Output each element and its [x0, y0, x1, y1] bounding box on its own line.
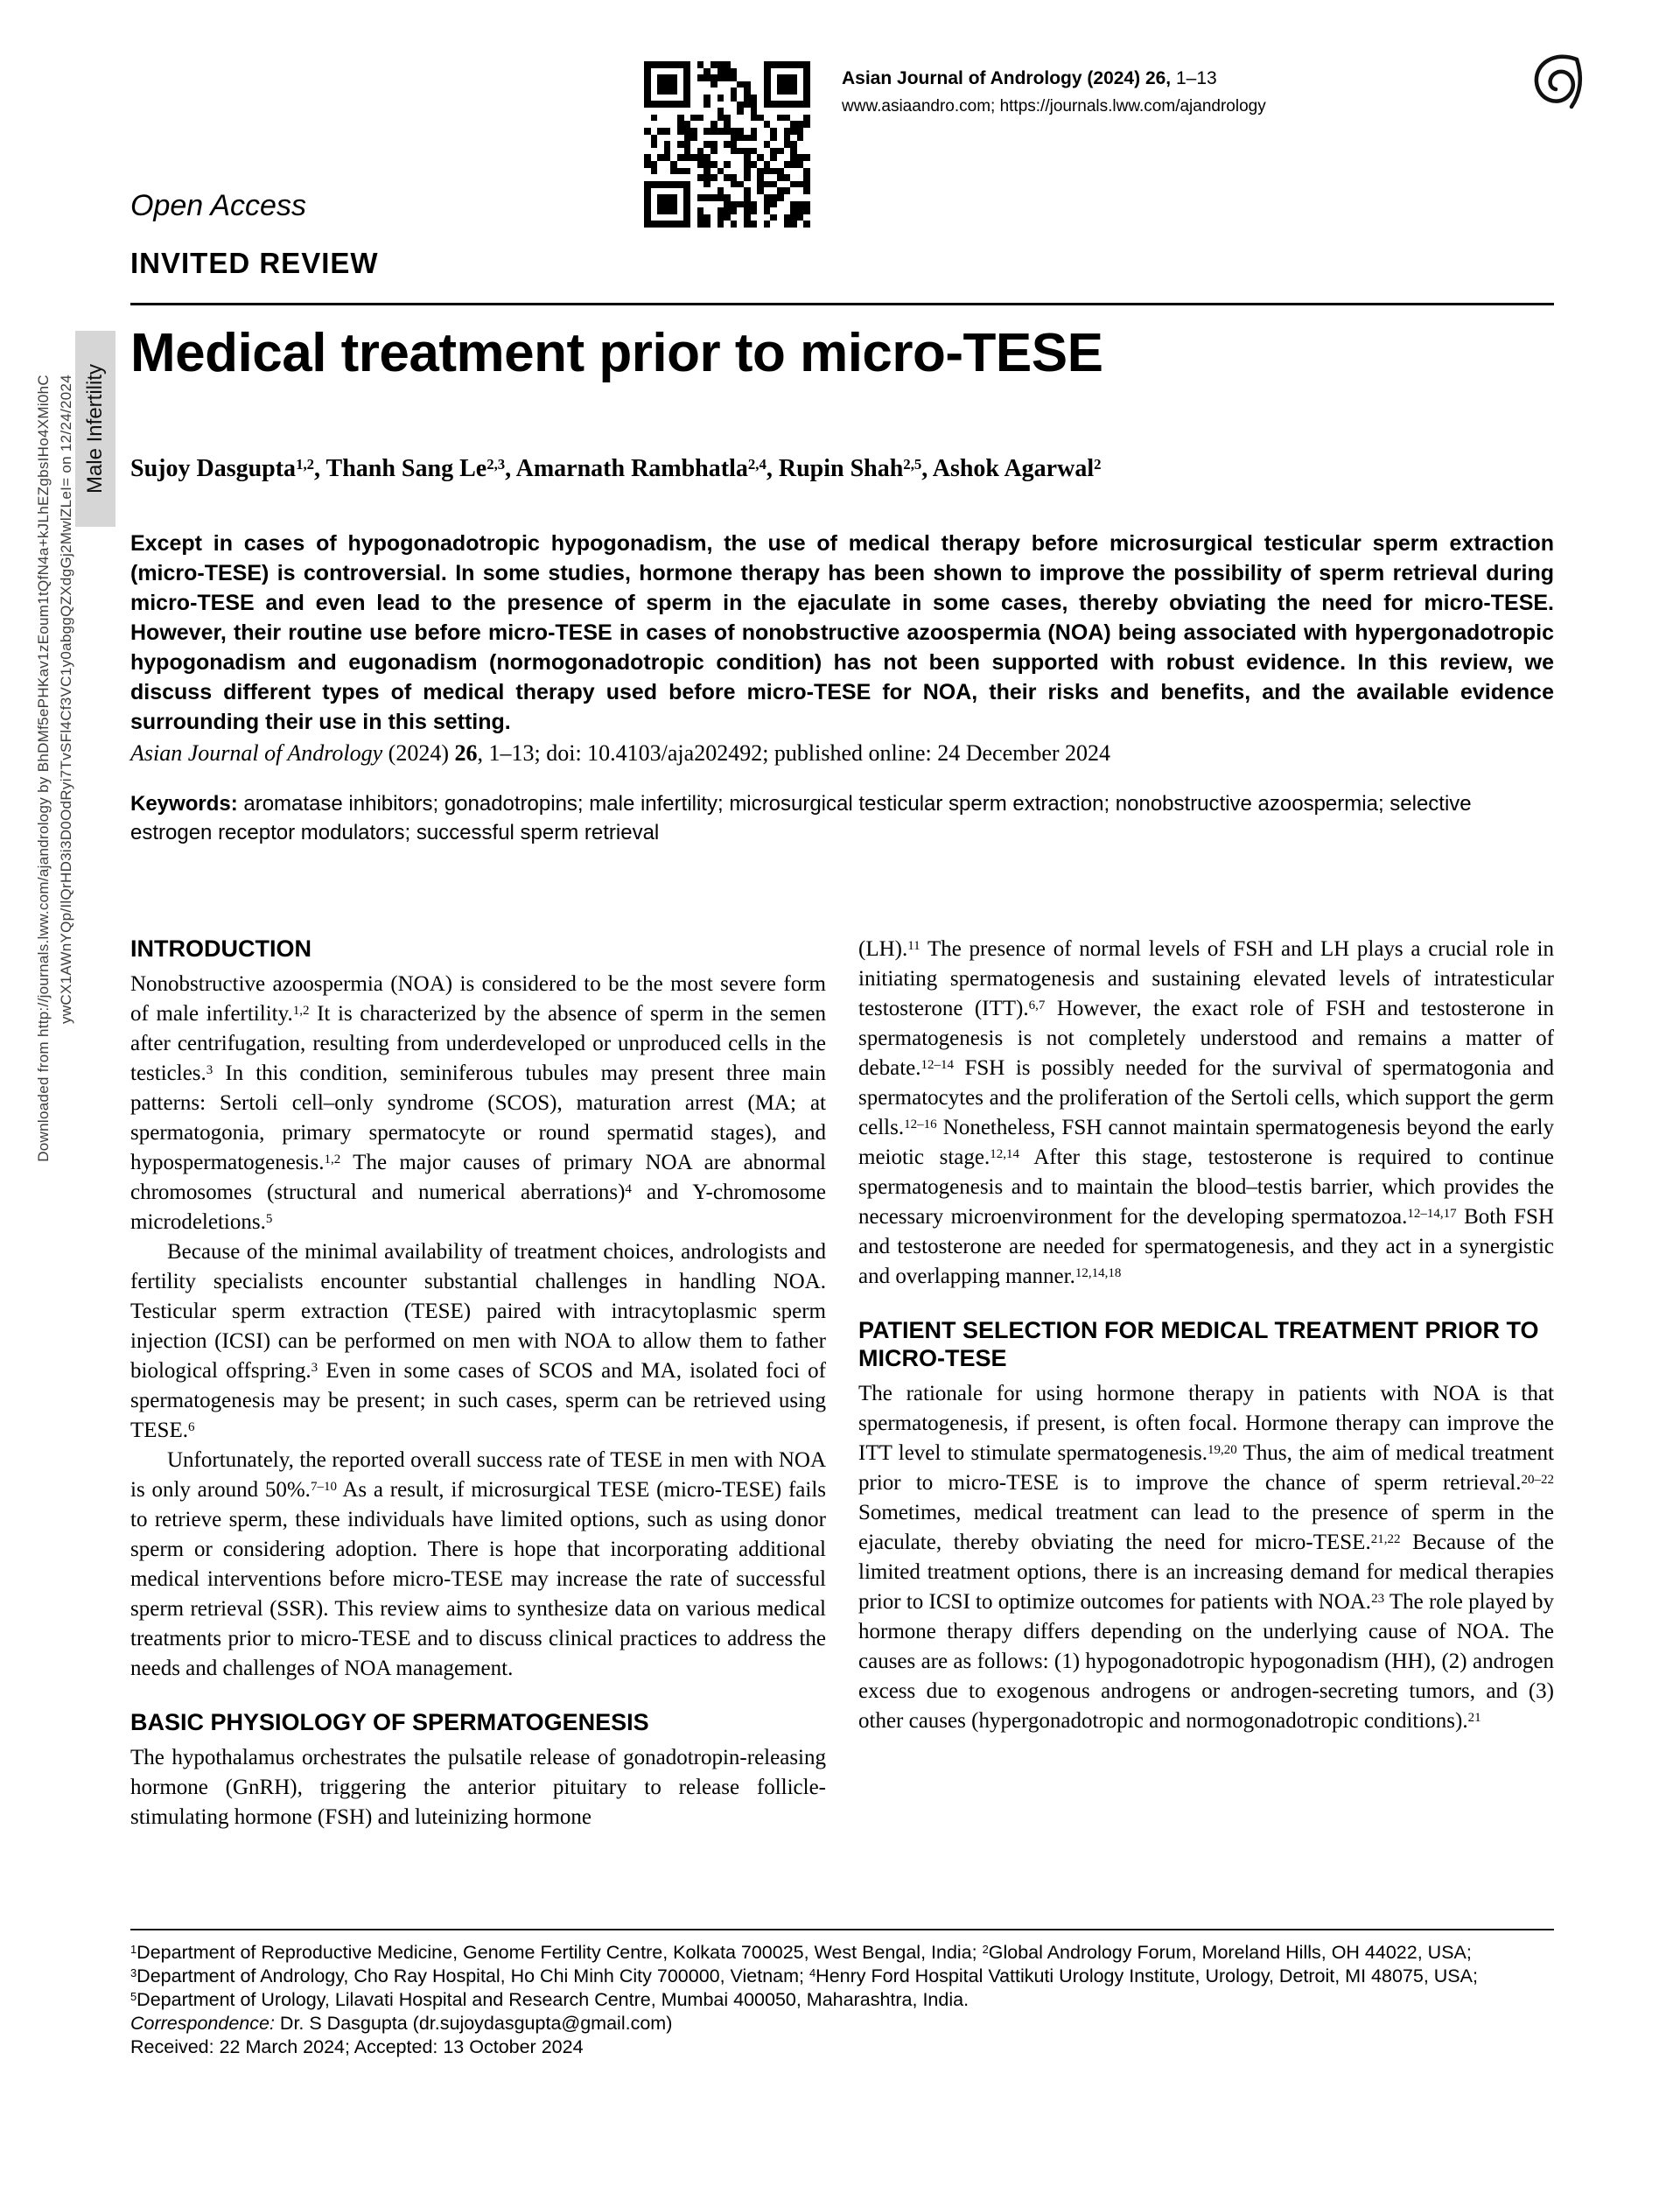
citation-journal: Asian Journal of Andrology	[130, 740, 383, 766]
correspondence-line	[130, 2012, 1554, 2035]
citation-year: (2024)	[382, 740, 455, 766]
qr-finder-top-left-icon	[644, 61, 690, 108]
qr-finder-bottom-left-icon	[644, 181, 690, 228]
intro-paragraph-2: Because of the minimal availability of treatment choices, andrologists and fertility specialists encounter substantial challenges in handling NOA. Testicular sperm extraction (TESE) paired with intracytoplasmic sperm injection (ICSI) can be performed on men with NOA to allow them to father biological offspring.$^3$ Even in some cases of SCOS and MA, isolated foci of spermatogenesis may be present; in such cases, sperm can be retrieved using TESE.$^6$	[130, 1240, 826, 1442]
received-accepted-line: Received: 22 March 2024; Accepted: 13 October 2024	[130, 2036, 584, 2057]
keywords-label: Keywords:	[130, 792, 238, 816]
right-column	[858, 935, 1554, 1832]
topic-tab-label: Male Infertility	[83, 363, 107, 494]
front-matter	[130, 529, 1554, 847]
qr-finder-top-right-icon	[764, 61, 810, 108]
article-body	[130, 935, 1554, 1832]
physiology-paragraph-1: The hypothalamus orchestrates the pulsatile release of gonadotropin-releasing hormone (GnRH), triggering the anterior pituitary to release follicle-stimulating hormone (FSH) and luteinizing hormone	[130, 1746, 826, 1829]
journal-logo-icon	[1526, 49, 1592, 116]
correspondence-value: Dr. S Dasgupta (dr.sujoydasgupta@gmail.com)	[274, 2013, 673, 2034]
header-rule	[130, 303, 1554, 305]
download-watermark-line2: ywCX1AWnYQp/IlQrHD3i3D0OdRyi7TvSFl4Cf3VC1y0abggQZXdgGj2MwlZLeI= on 12/24/2024	[58, 375, 74, 1024]
open-access-label: Open Access	[130, 189, 306, 222]
physiology-paragraph-continued: (LH).$^{11}$ The presence of normal levels of FSH and LH plays a crucial role in initiating spermatogenesis and sustaining elevated levels of intratesticular testosterone (ITT).$^{6,7}$ However, the exact role of FSH and testosterone in spermatogenesis is not completely understood and remains a matter of debate.$^{12-14}$ FSH is possibly needed for the survival of spermatogonia and spermatocytes and the proliferation of the Sertoli cells, which support the germ cells.$^{12-16}$ Nonetheless, FSH cannot maintain spermatogenesis beyond the early meiotic stage.$^{12,14}$ After this stage, testosterone is required to continue spermatogenesis and to maintain the blood–testis barrier, which provides the necessary microenvironment for the developing spermatozoa.$^{12-14,17}$ Both FSH and testosterone are needed for spermatogenesis, and they act in a synergistic and overlapping manner.$^{12,14,18}$	[858, 937, 1555, 1288]
keywords	[130, 789, 1554, 847]
intro-paragraph-1: Nonobstructive azoospermia (NOA) is considered to be the most severe form of male infertility.$^{1,2}$ It is characterized by the absence of sperm in the semen after centrifugation, resulting from underdeveloped or unproduced cells in the testicles.$^3$ In this condition, seminiferous tubules may present three main patterns: Sertoli cell–only syndrome (SCOS), maturation arrest (MA; at spermatogonia, primary spermatocyte or round spermatid stages), and hypospermatogenesis.$^{1,2}$ The major causes of primary NOA are abnormal chromosomes (structural and numerical aberrations)$^4$ and Y-chromosome microdeletions.$^5$	[130, 972, 826, 1234]
journal-citation-pages: 1–13	[1171, 68, 1217, 88]
selection-paragraph-1: The rationale for using hormone therapy in patients with NOA is that spermatogenesis, if present, is often focal. Hormone therapy can improve the ITT level to stimulate spermatogenesis.$^{19,20}$ Thus, the aim of medical treatment prior to micro-TESE is to improve the chance of sperm retrieval.$^{20-22}$ Sometimes, medical treatment can lead to the presence of sperm in the ejaculate, thereby obviating the need for micro-TESE.$^{21,22}$ Because of the limited treatment options, there is an increasing demand for medical therapies prior to ICSI to optimize outcomes for patients with NOA.$^{23}$ The role played by hormone therapy differs depending on the underlying cause of NOA. The causes are as follows: (1) hypogonadotropic hypogonadism (HH), (2) androgen excess due to exogenous androgens or androgen-secreting tumors, and (3) other causes (hypergonadotropic and normogonadotropic conditions).$^{21}$	[858, 1382, 1554, 1733]
citation-rest: , 1–13; doi: 10.4103/aja202492; published online: 24 December 2024	[477, 740, 1111, 766]
correspondence-label: Correspondence:	[130, 2013, 275, 2034]
qr-code	[644, 61, 810, 228]
abstract: Except in cases of hypogonadotropic hypogonadism, the use of medical therapy before microsurgical testicular sperm extraction (micro-TESE) is controversial. In some studies, hormone therapy has been shown to improve the possibility of sperm retrieval during micro-TESE and even lead to the presence of sperm in the ejaculate in some cases, thereby obviating the need for micro-TESE. However, their routine use before micro-TESE in cases of nonobstructive azoospermia (NOA) being associated with hypergonadotropic hypogonadism and eugonadism (normogonadotropic condition) has not been supported with robust evidence. In this review, we discuss different types of medical therapy used before micro-TESE for NOA, their risks and benefits, and the available evidence surrounding their use in this setting.	[130, 531, 1554, 734]
citation-line	[130, 739, 1554, 768]
intro-paragraph-3: Unfortunately, the reported overall success rate of TESE in men with NOA is only around 50%.$^{7-10}$ As a result, if microsurgical TESE (micro-TESE) fails to retrieve sperm, these individuals have limited options, such as using donor sperm or considering adoption. There is hope that incorporating additional medical interventions before micro-TESE may increase the rate of successful sperm retrieval (SSR). This review aims to synthesize data on various medical treatments prior to micro-TESE and to discuss clinical practices to address the needs and challenges of NOA management.	[130, 1448, 826, 1680]
affiliations: $^1$Department of Reproductive Medicine, Genome Fertility Centre, Kolkata 700025, West Bengal, India; $^2$Global Andrology Forum, Moreland Hills, OH 44022, USA; $^3$Department of Andrology, Cho Ray Hospital, Ho Chi Minh City 700000, Vietnam; $^4$Henry Ford Hospital Vattikuti Urology Institute, Urology, Detroit, MI 48075, USA; $^5$Department of Urology, Lilavati Hospital and Research Centre, Mumbai 400050, Maharashtra, India.	[130, 1942, 1478, 2010]
topic-tab	[75, 331, 116, 527]
download-watermark-line1: Downloaded from http://journals.lww.com/ajandrology by BhDMf5ePHKav1zEoum1tQfN4a+kJLhEZgbsIHo4XMi0hC	[35, 375, 52, 1162]
section-heading-physiology: BASIC PHYSIOLOGY OF SPERMATOGENESIS	[130, 1709, 649, 1735]
journal-citation-line	[842, 68, 1266, 89]
author-line: Sujoy Dasgupta$^{1,2}$, Thanh Sang Le$^{2,3}$, Amarnath Rambhatla$^{2,4}$, Rupin Shah$^{2,5}$, Ashok Agarwal$^2$	[130, 455, 1102, 482]
left-column	[130, 935, 826, 1832]
article-title: Medical treatment prior to micro-TESE	[130, 323, 1103, 383]
citation-volume: 26	[454, 740, 478, 766]
article-type-label: INVITED REVIEW	[130, 247, 379, 279]
journal-citation-bold: Asian Journal of Andrology (2024) 26,	[842, 68, 1172, 88]
section-heading-introduction: INTRODUCTION	[130, 935, 312, 962]
footnotes	[130, 1929, 1554, 2059]
section-heading-patient-selection: PATIENT SELECTION FOR MEDICAL TREATMENT PRIOR TO MICRO-TESE	[858, 1317, 1539, 1371]
masthead	[842, 68, 1266, 116]
keywords-list: aromatase inhibitors; gonadotropins; male infertility; microsurgical testicular sperm extraction; nonobstructive azoospermia; selective estrogen receptor modulators; successful sperm retrieval	[130, 792, 1472, 844]
journal-urls: www.asiaandro.com; https://journals.lww.com/ajandrology	[842, 97, 1266, 116]
